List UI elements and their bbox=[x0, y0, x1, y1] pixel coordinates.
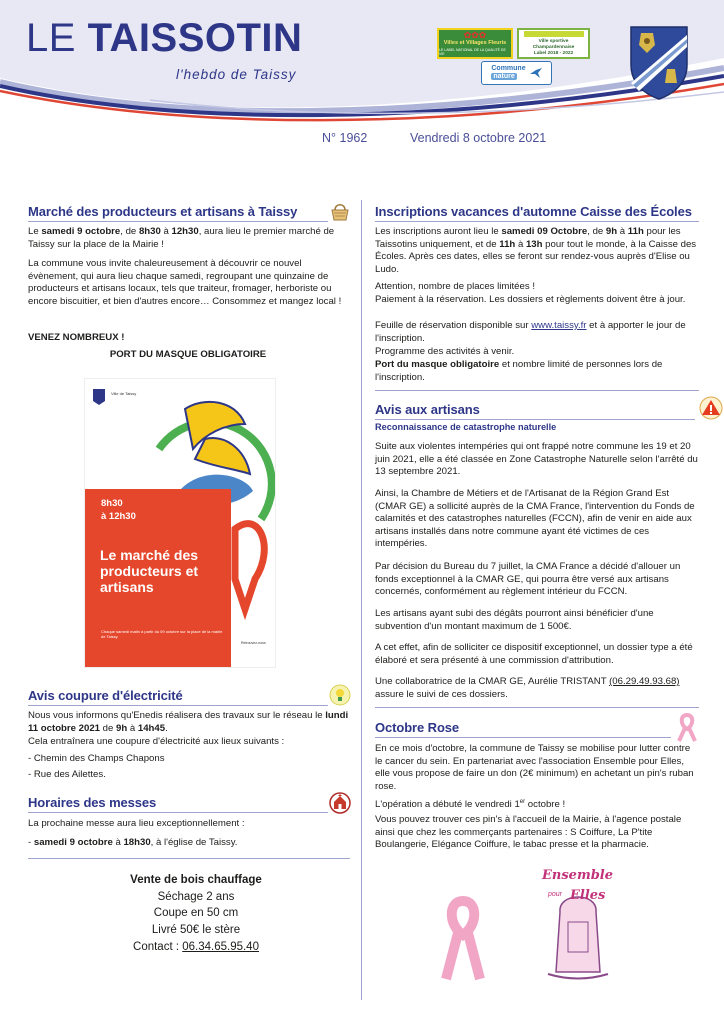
artisans-bottom-rule bbox=[375, 707, 699, 708]
cmar-phone-link[interactable]: (06.29.49.93.68) bbox=[609, 676, 680, 687]
pink-ribbon-icon bbox=[676, 713, 698, 743]
inscriptions-bottom-rule bbox=[375, 390, 699, 391]
issue-number: N° 1962 bbox=[322, 131, 368, 145]
inscriptions-paragraph-1: Les inscriptions auront lieu le samedi 09 Octobre, de 9h à 11h pour les Taissotins uniquement, et de 11h à 13h pour tout le monde, à la Caisse des Écoles. Après ces dates, elles se feront sur rendez-vous auprès d'Elise ou Ludo. bbox=[375, 226, 697, 275]
bois-contact: Contact : 06.34.65.95.40 bbox=[133, 940, 259, 953]
warning-icon bbox=[699, 396, 723, 420]
bois-line-2: Séchage 2 ans bbox=[157, 890, 235, 903]
artisans-rule bbox=[375, 419, 695, 420]
electricite-paragraph-2: Cela entraînera une coupure d'électricité aux lieux suivants : bbox=[28, 736, 285, 747]
poster-title: Le marché des producteurs et artisans bbox=[100, 547, 199, 595]
marche-paragraph-2: La commune vous invite chaleureusement à découvrir ce nouvel évènement, qui aura lieu chaque samedi, regroupant une quinzaine de producteurs et artisans locaux, tels que traiteur, fromager, herboriste ou encore biscuitier, et bien d'autres encore… Consommez et mangez local ! bbox=[28, 258, 342, 307]
bois-line-1: Vente de bois chauffage bbox=[130, 874, 262, 886]
poster-logo: Ville de Taissy bbox=[111, 391, 137, 396]
venez-nombreux: VENEZ NOMBREUX ! bbox=[28, 332, 125, 343]
poster-time bbox=[101, 497, 136, 523]
column-divider bbox=[361, 200, 362, 1000]
masthead-title bbox=[26, 18, 302, 58]
masthead bbox=[0, 0, 724, 160]
octobre-rose-title: Octobre Rose bbox=[375, 720, 460, 735]
inscriptions-paragraph-2: Attention, nombre de places limitées ! bbox=[375, 281, 535, 292]
artisans-paragraph-2: Ainsi, la Chambre de Métiers et de l'Artisanat de la Région Grand Est (CMAR GE) a sollicité auprès de la CMA France, l'intervention du Fonds de calamités et des catastrophes naturelles (FCCN), afin de venir en aide aux artisans installés dans notre commune ayant été victimes de ces intempéries. bbox=[375, 488, 695, 550]
inscriptions-title: Inscriptions vacances d'automne Caisse des Écoles bbox=[375, 204, 692, 219]
inscriptions-paragraph-6: Port du masque obligatoire et nombre limité de personnes lors de l'inscription. bbox=[375, 359, 663, 383]
artisans-paragraph-4: Les artisans ayant subi des dégâts pourront ainsi bénéficier d'une subvention d'un montant maximum de 1 500€. bbox=[375, 608, 654, 632]
marche-poster bbox=[84, 378, 276, 668]
flower-icon: ✿✿✿ bbox=[463, 30, 487, 41]
ville-sportive-badge bbox=[517, 28, 590, 59]
church-icon bbox=[329, 792, 351, 814]
artisans-subtitle: Reconnaissance de catastrophe naturelle bbox=[375, 422, 557, 432]
nature-badge-line2: nature bbox=[493, 73, 515, 80]
inscriptions-paragraph-5: Programme des activités à venir. bbox=[375, 346, 515, 357]
issue-date: Vendredi 8 octobre 2021 bbox=[410, 131, 547, 145]
inscriptions-paragraph-4: Feuille de réservation disponible sur www.taissy.fr et à apporter le jour de l'inscription. bbox=[375, 320, 686, 344]
marche-title: Marché des producteurs et artisans à Taissy bbox=[28, 204, 298, 219]
masthead-subtitle: l'hebdo de Taissy bbox=[176, 67, 297, 82]
artisans-paragraph-3: Par décision du Bureau du 7 juillet, la CMA France a décidé d'allouer un fonds exceptionnel à la CMAR GE, qui pourra être versé aux artisans concernés, conformément au règlement intérieur du FCCN. bbox=[375, 561, 681, 598]
sport-badge-bar bbox=[524, 31, 584, 37]
marche-paragraph-1: Le samedi 9 octobre, de 8h30 à 12h30, aura lieu le premier marché de Taissy sur la place de la Mairie ! bbox=[28, 226, 335, 250]
taissy-crest-icon bbox=[629, 25, 689, 101]
artisans-paragraph-6: Une collaboratrice de la CMAR GE, Aurélie TRISTANT (06.29.49.93.68) assure le suivi de ces dossiers. bbox=[375, 676, 680, 700]
bois-phone-link[interactable]: 06.34.65.95.40 bbox=[182, 940, 259, 953]
pink-ribbon-icon bbox=[438, 895, 488, 985]
masthead-taissotin: TAISSOTIN bbox=[87, 16, 303, 60]
masthead-le: LE bbox=[26, 16, 76, 60]
logo-ensemble: Ensemble bbox=[542, 868, 614, 883]
marche-rule bbox=[28, 221, 328, 222]
bois-line-3: Coupe en 50 cm bbox=[153, 907, 239, 920]
nature-badge-text bbox=[491, 65, 525, 81]
electricite-title: Avis coupure d'électricité bbox=[28, 688, 183, 703]
lightbulb-icon bbox=[329, 684, 351, 706]
commune-nature-badge bbox=[481, 61, 552, 85]
poster-contact: Retrouvez-nous bbox=[241, 641, 266, 645]
octobre-paragraph-1: En ce mois d'octobre, la commune de Taissy se mobilise pour lutter contre le cancer du sein. En partenariat avec l'association Ensemble pour Elles, elle vous propose de faire un don (2€ minimum) en achetant un pin's ruban rose. bbox=[375, 743, 694, 792]
inscriptions-rule bbox=[375, 221, 699, 222]
nature-badge-line1: Commune bbox=[491, 65, 526, 72]
lieu-item: - Rue des Ailettes. bbox=[28, 769, 106, 780]
ensemble-pour-elles-logo bbox=[538, 862, 618, 982]
messes-paragraph-1: La prochaine messe aura lieu exceptionnellement : bbox=[28, 818, 245, 829]
villes-badge-subtext: LE LABEL NATIONAL DE LA QUALITÉ DE VIE bbox=[439, 47, 506, 57]
poster-description: Chaque samedi matin à partir du 09 octobre sur la place de la mairie de Taissy. bbox=[101, 629, 223, 639]
messes-rule bbox=[28, 812, 328, 813]
lieu-item: - Chemin des Champs Chapons bbox=[28, 753, 165, 764]
vente-bois-block bbox=[86, 872, 306, 956]
octobre-paragraph-2: L'opération a débuté le vendredi 1er octobre ! bbox=[375, 799, 566, 811]
inscriptions-paragraph-3: Paiement à la réservation. Les dossiers et règlements doivent être à jour. bbox=[375, 294, 686, 305]
messes-paragraph-2: - samedi 9 octobre à 18h30, à l'église de Taissy. bbox=[28, 837, 238, 848]
artisans-paragraph-5: A cet effet, afin de solliciter ce dispositif exceptionnel, un dossier type a été élaboré et sera présenté à une commission d'attribution. bbox=[375, 642, 693, 666]
villes-badge-text: Villes et Villages Fleuris bbox=[443, 40, 507, 47]
electricite-paragraph-1: Nous vous informons qu'Enedis réalisera des travaux sur le réseau le lundi 11 octobre 2021 de 9h à 14h45. bbox=[28, 710, 349, 734]
artisans-paragraph-1: Suite aux violentes intempéries qui ont frappé notre commune les 19 et 20 juin 2021, elle a été classée en Zone Catastrophe Naturelle selon l'arrêté du 13 septembre 2021. bbox=[375, 441, 698, 478]
octobre-rule bbox=[375, 737, 671, 738]
bois-line-4: Livré 50€ le stère bbox=[151, 924, 241, 937]
bird-icon bbox=[530, 68, 542, 78]
taissy-website-link[interactable]: www.taissy.fr bbox=[531, 320, 587, 331]
masque-obligatoire: PORT DU MASQUE OBLIGATOIRE bbox=[109, 349, 267, 360]
sport-badge-text-2: Champardennaise bbox=[532, 44, 575, 50]
artisans-title: Avis aux artisans bbox=[375, 402, 480, 417]
sport-badge-text-1: Ville sportive bbox=[538, 38, 569, 44]
basket-icon bbox=[329, 200, 351, 222]
logo-pour: pour bbox=[548, 891, 563, 898]
octobre-paragraph-3: Vous pouvez trouver ces pin's à l'accueil de la Mairie, à l'agence postale ainsi que chez les commerçants partenaires : S Coiffure, La P'tite Boulangerie, Elégance Coiffure, le tabac presse et la pharmacie. bbox=[375, 814, 682, 851]
electricite-rule bbox=[28, 705, 328, 706]
sport-badge-text-3: Label 2018 - 2022 bbox=[533, 50, 574, 56]
poster-time-start: 8h30 bbox=[101, 498, 123, 509]
messes-bottom-rule bbox=[28, 858, 350, 859]
messes-title: Horaires des messes bbox=[28, 795, 157, 810]
poster-time-end: à 12h30 bbox=[101, 511, 136, 522]
villes-fleuris-badge bbox=[437, 28, 513, 59]
logo-elles: Elles bbox=[570, 888, 606, 903]
